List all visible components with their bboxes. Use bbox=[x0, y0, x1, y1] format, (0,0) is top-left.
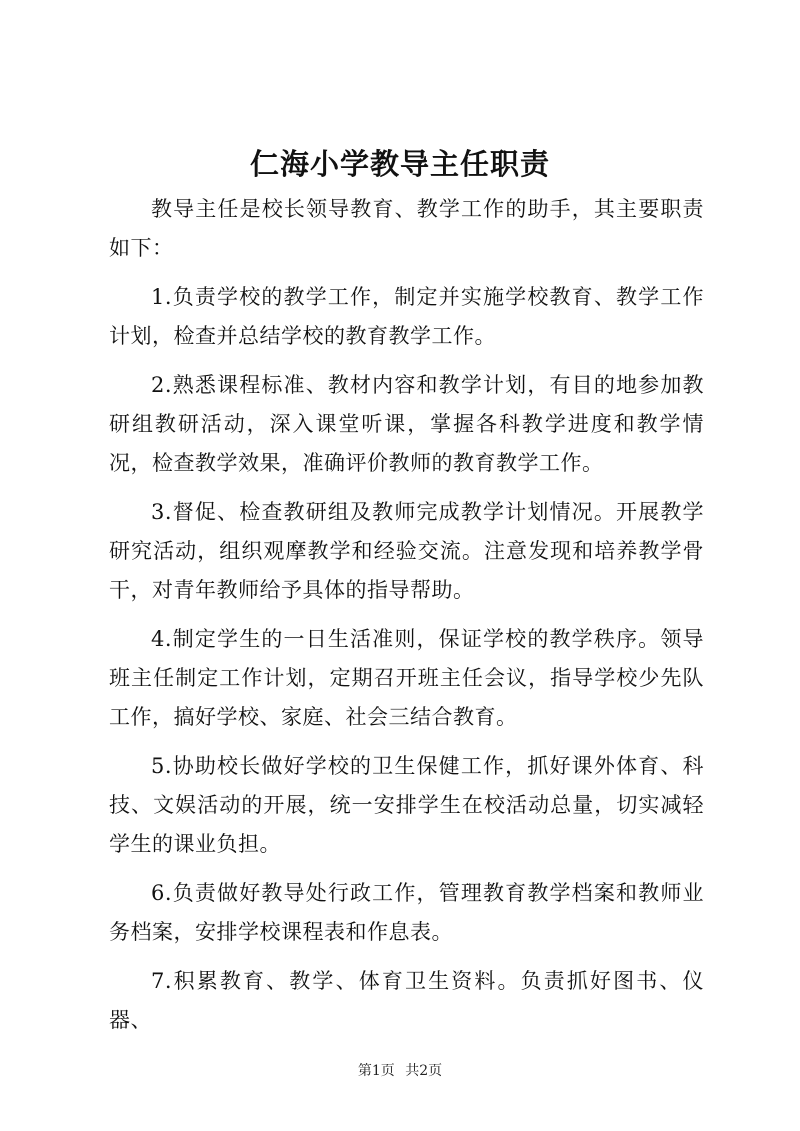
duty-paragraph-1: 1.负责学校的教学工作，制定并实施学校教育、教学工作计划，检查并总结学校的教育教学工作。 bbox=[109, 285, 704, 348]
duty-paragraph-5: 5.协助校长做好学校的卫生保健工作，抓好课外体育、科技、文娱活动的开展，统一安排学生在校活动总量，切实减轻学生的课业负担。 bbox=[109, 754, 704, 856]
intro-paragraph: 教导主任是校长领导教育、教学工作的助手，其主要职责如下： bbox=[109, 197, 704, 260]
document-title: 仁海小学教导主任职责 bbox=[249, 147, 550, 181]
duty-paragraph-4: 4.制定学生的一日生活准则，保证学校的教学秩序。领导班主任制定工作计划，定期召开班主任会议，指导学校少先队工作，搞好学校、家庭、社会三结合教育。 bbox=[109, 627, 704, 729]
duty-paragraph-6: 6.负责做好教导处行政工作，管理教育教学档案和教师业务档案，安排学校课程表和作息表。 bbox=[109, 881, 704, 944]
document-body bbox=[109, 190, 704, 1050]
duty-paragraph-7: 7.积累教育、教学、体育卫生资料。负责抓好图书、仪器、 bbox=[109, 969, 704, 1032]
duty-paragraph-3: 3.督促、检查教研组及教师完成教学计划情况。开展教学研究活动，组织观摩教学和经验交流。注意发现和培养教学骨干，对青年教师给予具体的指导帮助。 bbox=[109, 500, 704, 602]
page-footer bbox=[0, 1060, 800, 1080]
duty-paragraph-2: 2.熟悉课程标准、教材内容和教学计划，有目的地参加教研组教研活动，深入课堂听课，掌握各科教学进度和教学情况，检查教学效果，准确评价教师的教育教学工作。 bbox=[109, 373, 704, 475]
total-page-count: 共2页 bbox=[405, 1063, 443, 1079]
current-page-number: 第1页 bbox=[357, 1063, 395, 1079]
